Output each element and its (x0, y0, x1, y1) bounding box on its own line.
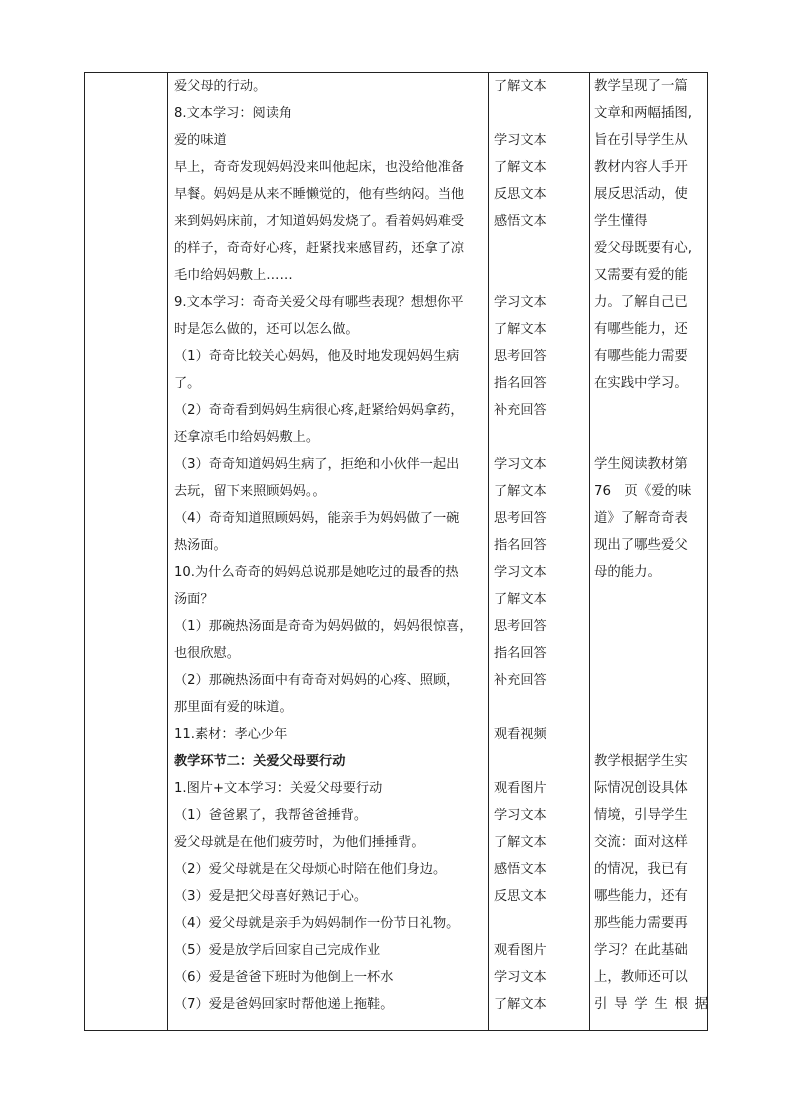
content-line: （4）爱父母就是亲手为妈妈制作一份节日礼物。 (174, 916, 460, 931)
column-divider (167, 73, 168, 1030)
design-intent-line: 情境，引导学生 (594, 808, 688, 823)
student-activity-line: 了解文本 (494, 997, 547, 1012)
design-intent-line: 教学根据学生实 (594, 754, 688, 769)
design-intent-line: 学习？在此基础 (594, 943, 688, 958)
design-intent-line: 76 页《爱的味 (594, 484, 692, 499)
student-activity-line: 反思文本 (494, 187, 547, 202)
student-activity-line: 了解文本 (494, 592, 547, 607)
student-activity-line: 思考回答 (494, 349, 547, 364)
student-activity-line: 感悟文本 (494, 214, 547, 229)
content-line: 去玩，留下来照顾妈妈。。 (174, 484, 326, 499)
content-line: 时是怎么做的，还可以怎么做。 (174, 322, 359, 337)
content-line: 汤面？ (174, 592, 214, 607)
student-activity-line: 学习文本 (494, 133, 547, 148)
student-activity-line: 思考回答 (494, 619, 547, 634)
design-intent-line: 交流：面对这样 (594, 835, 688, 850)
content-line: （1）爸爸累了，我帮爸爸捶背。 (174, 808, 368, 823)
student-activity-line: 了解文本 (494, 160, 547, 175)
design-intent-line: 教学呈现了一篇 (594, 79, 688, 94)
content-line: 9.文本学习：奇奇关爱父母有哪些表现？想想你平 (174, 295, 464, 310)
student-activity-line: 学习文本 (494, 565, 547, 580)
design-intent-line: 力。了解自己已 (594, 295, 688, 310)
design-intent-line: 有哪些能力需要 (594, 349, 688, 364)
student-activity-line: 学习文本 (494, 295, 547, 310)
content-line: 1.图片+文本学习：关爱父母要行动 (174, 781, 383, 796)
content-line: （2）爱父母就是在父母烦心时陪在他们身边。 (174, 862, 447, 877)
design-intent-line: 的情况，我已有 (594, 862, 688, 877)
student-activity-line (494, 100, 588, 127)
student-activity-line: 指名回答 (494, 376, 547, 391)
content-line: （2）那碗热汤面中有奇奇对妈妈的心疼、照顾， (174, 673, 460, 688)
content-line: （5）爱是放学后回家自己完成作业 (174, 943, 381, 958)
design-intent-line: 学生懂得 (594, 214, 648, 229)
content-line: 来到妈妈床前，才知道妈妈发烧了。看着妈妈难受 (174, 214, 465, 229)
student-activity-line (494, 235, 588, 262)
student-activity-line: 了解文本 (494, 322, 547, 337)
design-intent-line: 爱父母既要有心, (594, 241, 692, 256)
student-activity-line: 观看图片 (494, 781, 547, 796)
design-intent-line (594, 694, 708, 721)
column-divider (488, 73, 489, 1030)
design-intent-line: 现出了哪些爱父 (594, 538, 688, 553)
student-activity-line: 补充回答 (494, 673, 547, 688)
content-line: 8.文本学习：阅读角 (174, 106, 293, 121)
student-activity-line: 观看视频 (494, 727, 547, 742)
content-line: （1）奇奇比较关心妈妈，他及时地发现妈妈生病 (174, 349, 460, 364)
content-line: （2）奇奇看到妈妈生病很心疼,赶紧给妈妈拿药， (174, 403, 464, 418)
content-line: 的样子，奇奇好心疼，赶紧找来感冒药，还拿了凉 (174, 241, 465, 256)
lesson-table (84, 72, 708, 1031)
student-activity-line: 指名回答 (494, 538, 547, 553)
design-intent-line (594, 613, 708, 640)
student-activity-line: 补充回答 (494, 403, 547, 418)
student-activity-line: 学习文本 (494, 970, 547, 985)
design-intent-line (594, 667, 708, 694)
design-intent-line: 旨在引导学生从 (594, 133, 688, 148)
student-activity-line: 学习文本 (494, 457, 547, 472)
content-line: （3）奇奇知道妈妈生病了，拒绝和小伙伴一起出 (174, 457, 460, 472)
design-intent-line (594, 397, 708, 424)
content-line: 11.素材：孝心少年 (174, 727, 288, 742)
design-intent-line: 哪些能力，还有 (594, 889, 688, 904)
column-divider (589, 73, 590, 1030)
student-activity-line: 学习文本 (494, 808, 547, 823)
student-activity-line (494, 748, 588, 775)
content-line: 早上，奇奇发现妈妈没来叫他起床，也没给他准备 (174, 160, 465, 175)
student-activity-line: 观看图片 (494, 943, 547, 958)
content-line: 还拿凉毛巾给妈妈敷上。 (174, 430, 320, 445)
design-intent-line: 教材内容人手开 (594, 160, 688, 175)
student-activity-line (494, 910, 588, 937)
student-activity-line: 了解文本 (494, 79, 547, 94)
content-line: 毛巾给妈妈敷上…… (174, 268, 293, 283)
student-activity-line (494, 424, 588, 451)
design-intent-line: 际情况创设具体 (594, 781, 688, 796)
content-line: （7）爱是爸妈回家时帮他递上拖鞋。 (174, 997, 394, 1012)
student-activity-line: 了解文本 (494, 484, 547, 499)
design-intent-line: 那些能力需要再 (594, 916, 688, 931)
content-line: 早餐。妈妈是从来不睡懒觉的，他有些纳闷。当他 (174, 187, 465, 202)
content-line: 爱父母的行动。 (174, 79, 267, 94)
student-activity-line: 了解文本 (494, 835, 547, 850)
content-line: （4）奇奇知道照顾妈妈，能亲手为妈妈做了一碗 (174, 511, 460, 526)
content-line: （6）爱是爸爸下班时为他倒上一杯水 (174, 970, 394, 985)
content-line: 了。 (174, 376, 201, 391)
student-activity-line: 思考回答 (494, 511, 547, 526)
design-intent-line: 学生阅读教材第 (594, 457, 688, 472)
content-line: 那里面有爱的味道。 (174, 700, 293, 715)
content-line: 教学环节二：关爱父母要行动 (174, 754, 346, 769)
student-activity-line (494, 262, 588, 289)
design-intent-line (594, 640, 708, 667)
design-intent-line: 在实践中学习。 (594, 376, 688, 391)
student-activity-line (494, 694, 588, 721)
design-intent-line (594, 424, 708, 451)
content-line: 热汤面。 (174, 538, 227, 553)
student-activity-line: 指名回答 (494, 646, 547, 661)
design-intent-line: 母的能力。 (594, 565, 661, 580)
design-intent-line (594, 586, 708, 613)
design-intent-line: 道》了解奇奇表 (594, 511, 688, 526)
content-line: 也很欣慰。 (174, 646, 240, 661)
content-line: 爱父母就是在他们疲劳时，为他们捶捶背。 (174, 835, 425, 850)
design-intent-line: 引导学生根据 (594, 997, 708, 1012)
design-intent-line: 上，教师还可以 (594, 970, 688, 985)
content-line: 爱的味道 (174, 133, 227, 148)
design-intent-line (594, 721, 708, 748)
content-line: （1）那碗热汤面是奇奇为妈妈做的，妈妈很惊喜， (174, 619, 473, 634)
content-line: 10.为什么奇奇的妈妈总说那是她吃过的最香的热 (174, 565, 459, 580)
student-activity-line: 反思文本 (494, 889, 547, 904)
design-intent-line: 有哪些能力，还 (594, 322, 688, 337)
student-activity-line: 感悟文本 (494, 862, 547, 877)
design-intent-line: 展反思活动，使 (594, 187, 688, 202)
design-intent-line: 文章和两幅插图, (594, 106, 692, 121)
content-line: （3）爱是把父母喜好熟记于心。 (174, 889, 368, 904)
design-intent-line: 又需要有爱的能 (594, 268, 688, 283)
